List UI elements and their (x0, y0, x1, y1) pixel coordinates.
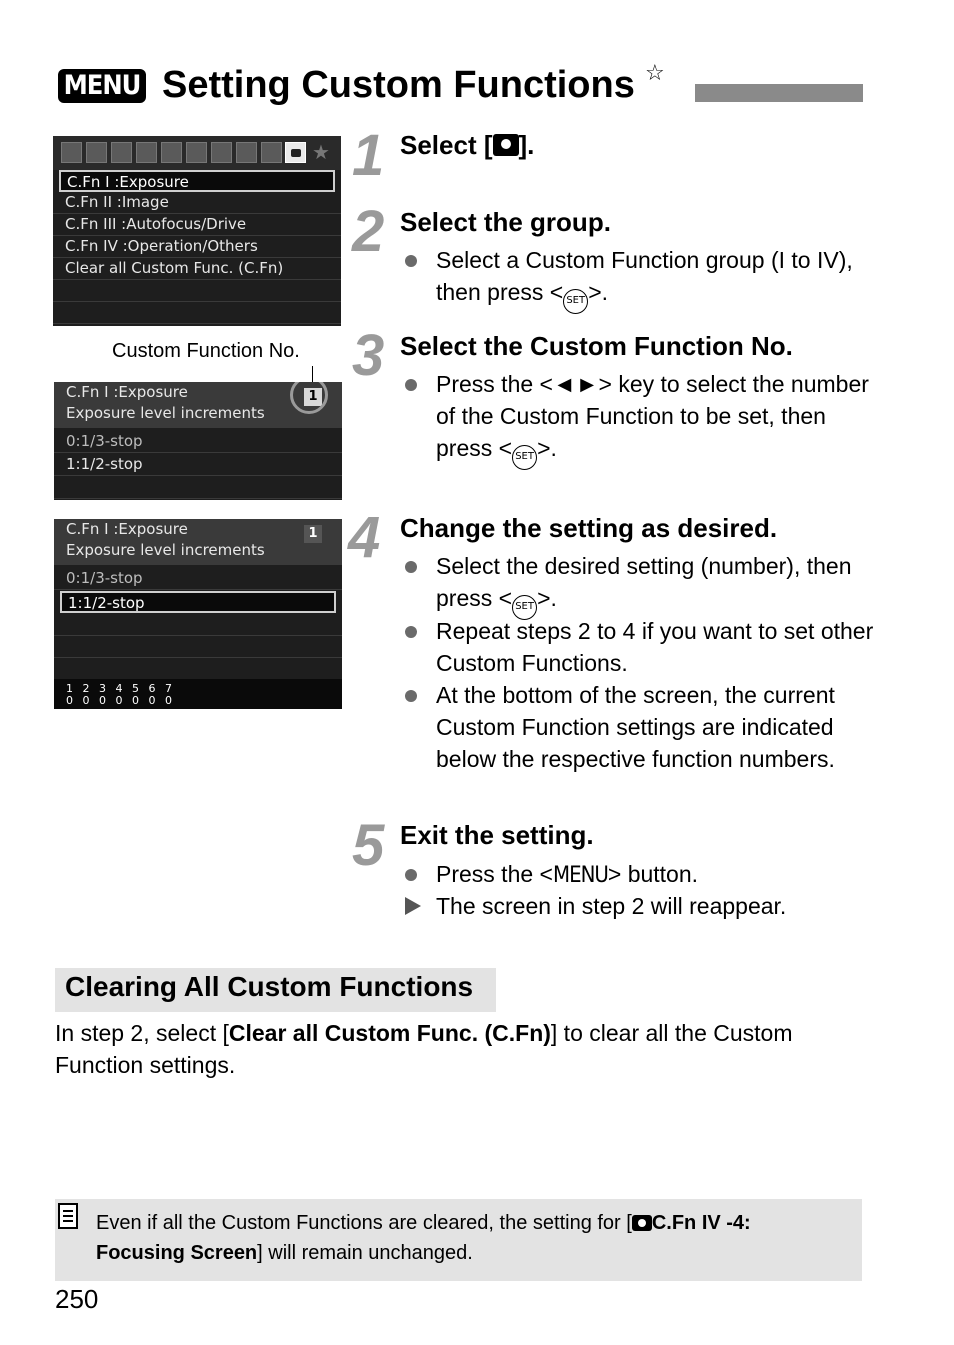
menu-button-icon: MENU (552, 863, 608, 888)
menu-tabs (53, 136, 341, 170)
result-arrow-icon (405, 897, 421, 915)
camera-screen-function (54, 382, 342, 500)
section-paragraph: In step 2, select [Clear all Custom Func. (C.Fn)] to clear all the Custom Function settings. (55, 1020, 793, 1078)
bullet-dot (405, 379, 417, 391)
set-button-icon: SET (512, 445, 537, 470)
left-right-key-icon: ◄► (552, 371, 599, 397)
tab-icon (186, 142, 207, 163)
option-row: 1:1/2-stop (54, 454, 342, 476)
note-text: Even if all the Custom Functions are cleared, the setting for [ C.Fn IV -4: Focusing Screen] will remain unchanged. (96, 1212, 751, 1264)
menu-item: C.Fn II :Image (53, 192, 341, 214)
option-row-selected: 1:1/2-stop (60, 591, 336, 613)
step-bullet: At the bottom of the screen, the current Custom Function settings are indicated below the respective function numbers. (405, 679, 875, 775)
custom-function-tab-icon (285, 142, 306, 163)
page-title: Setting Custom Functions (162, 64, 635, 106)
menu-empty-row (53, 280, 341, 302)
set-button-icon: SET (512, 595, 537, 620)
step-result: The screen in step 2 will reappear. (405, 890, 875, 922)
tab-icon (211, 142, 232, 163)
option-row: 0:1/3-stop (54, 431, 342, 453)
menu-empty-row (53, 302, 341, 324)
note-icon (58, 1203, 78, 1229)
step-bullet: Repeat steps 2 to 4 if you want to set other Custom Functions. (405, 615, 875, 679)
step-number: 2 (352, 199, 385, 264)
function-group: C.Fn I :Exposure (66, 383, 188, 401)
function-header (54, 519, 342, 565)
page-number: 250 (55, 1284, 99, 1314)
function-number: 1 (304, 525, 322, 543)
step-number: 5 (352, 813, 385, 878)
menu-item: Clear all Custom Func. (C.Fn) (53, 258, 341, 280)
set-button-icon: SET (563, 289, 588, 314)
step-number: 3 (352, 323, 385, 388)
step-bullet: Select a Custom Function group (I to IV), then press < SET >. (405, 244, 875, 314)
menu-item: C.Fn III :Autofocus/Drive (53, 214, 341, 236)
tab-icon (161, 142, 182, 163)
function-name: Exposure level increments (66, 404, 265, 422)
option-empty-row (54, 658, 342, 680)
bullet-dot (405, 626, 417, 638)
step-bullet: Press the <MENU> button. (405, 858, 875, 892)
tab-icon (261, 142, 282, 163)
callout-line (312, 366, 313, 382)
step-number: 4 (348, 505, 381, 570)
custom-function-icon (632, 1215, 652, 1231)
bullet-dot (405, 690, 417, 702)
function-settings-strip (54, 679, 342, 709)
tab-icon (61, 142, 82, 163)
tab-icon (136, 142, 157, 163)
star-icon: ☆ (645, 60, 665, 85)
function-number: 1 (304, 388, 322, 406)
my-menu-star-icon: ★ (312, 140, 330, 164)
custom-function-icon (493, 134, 519, 156)
tab-icon (111, 142, 132, 163)
menu-icon: MENU (58, 69, 146, 103)
camera-screen-setting (54, 519, 342, 709)
option-empty-row (54, 477, 342, 499)
bullet-dot (405, 561, 417, 573)
section-heading: Clearing All Custom Functions (55, 968, 496, 1012)
camera-screen-menu (53, 136, 341, 326)
step-title: Select the group. (400, 207, 611, 237)
bullet-dot (405, 869, 417, 881)
function-numbers: 1 2 3 4 5 6 7 (66, 682, 175, 695)
function-values: 0 0 0 0 0 0 0 (66, 694, 175, 707)
tab-icon (236, 142, 257, 163)
step-bullet: Press the <◄►> key to select the number of the Custom Function to be set, then press < SET >. (405, 368, 875, 470)
function-group: C.Fn I :Exposure (66, 520, 188, 538)
step-title: Change the setting as desired. (400, 513, 778, 543)
option-empty-row (54, 636, 342, 658)
callout-label: Custom Function No. (112, 340, 300, 362)
step-number: 1 (352, 123, 385, 188)
step-title: Select the Custom Function No. (400, 331, 793, 361)
tab-icon (86, 142, 107, 163)
bullet-dot (405, 255, 417, 267)
title-rule (695, 84, 863, 102)
option-row: 0:1/3-stop (54, 568, 342, 590)
step-title: Select [ ]. (400, 130, 535, 160)
step-bullet: Select the desired setting (number), then press < SET >. (405, 550, 875, 620)
option-empty-row (54, 614, 342, 636)
function-name: Exposure level increments (66, 541, 265, 559)
menu-item: C.Fn IV :Operation/Others (53, 236, 341, 258)
menu-item: C.Fn I :Exposure (59, 170, 335, 192)
step-title: Exit the setting. (400, 820, 594, 850)
